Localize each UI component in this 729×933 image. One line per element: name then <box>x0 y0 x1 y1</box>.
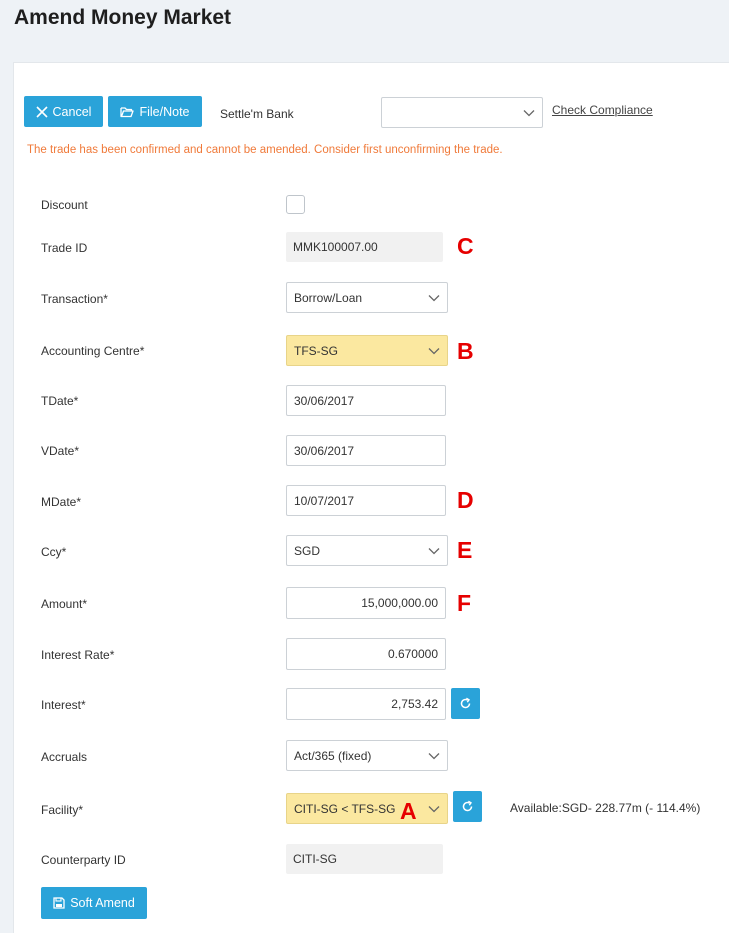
accruals-label: Accruals <box>41 750 88 764</box>
amount-input[interactable] <box>286 587 446 619</box>
interest-value: 2,753.42 <box>391 697 438 711</box>
check-compliance-link[interactable]: Check Compliance <box>552 103 653 117</box>
amount-label: Amount* <box>41 597 88 611</box>
refresh-facility-button[interactable] <box>453 791 482 822</box>
amount-value: 15,000,000.00 <box>361 596 438 610</box>
chevron-down-icon <box>428 752 440 760</box>
accruals-select[interactable] <box>286 740 448 771</box>
marker-f: F <box>457 590 472 616</box>
tdate-value: 30/06/2017 <box>294 393 355 408</box>
transaction-select[interactable] <box>286 282 448 313</box>
facility-label: Facility* <box>41 803 84 817</box>
soft-amend-label: Soft Amend <box>70 896 135 910</box>
interest-rate-input[interactable] <box>286 638 446 670</box>
trade-id-field <box>286 232 443 262</box>
chevron-down-icon <box>428 347 440 355</box>
refresh-icon <box>461 800 474 813</box>
vdate-input[interactable] <box>286 435 446 466</box>
save-icon <box>53 897 65 909</box>
mdate-input[interactable] <box>286 485 446 516</box>
chevron-down-icon <box>428 805 440 813</box>
marker-b: B <box>457 338 474 364</box>
recalculate-interest-button[interactable] <box>451 688 480 719</box>
accruals-value: Act/365 (fixed) <box>294 748 372 763</box>
discount-label: Discount <box>41 198 88 212</box>
marker-e: E <box>457 537 473 563</box>
vdate-value: 30/06/2017 <box>294 443 355 458</box>
facility-available: Available:SGD- 228.77m (- 114.4%) <box>510 801 701 815</box>
interest-label: Interest* <box>41 698 86 712</box>
warning-message: The trade has been confirmed and cannot be amended. Consider first unconfirming the trade. <box>27 144 503 156</box>
facility-select[interactable] <box>286 793 448 824</box>
tdate-label: TDate* <box>41 394 79 408</box>
trade-id-value: MMK100007.00 <box>293 240 378 254</box>
marker-c: C <box>457 233 474 259</box>
accounting-centre-select[interactable] <box>286 335 448 366</box>
folder-open-icon <box>120 106 134 118</box>
file-note-label: File/Note <box>139 104 190 119</box>
counterparty-id-field <box>286 844 443 874</box>
cancel-button[interactable] <box>24 96 103 127</box>
discount-checkbox[interactable] <box>286 195 305 214</box>
vdate-label: VDate* <box>41 444 80 458</box>
interest-input[interactable] <box>286 688 446 720</box>
settle-bank-label: Settle'm Bank <box>220 107 294 121</box>
close-icon <box>36 106 48 118</box>
ccy-label: Ccy* <box>41 545 67 559</box>
chevron-down-icon <box>523 109 535 117</box>
facility-value: CITI-SG < TFS-SG <box>294 801 396 816</box>
counterparty-id-label: Counterparty ID <box>41 853 126 867</box>
mdate-label: MDate* <box>41 495 82 509</box>
settle-bank-select[interactable] <box>381 97 543 128</box>
transaction-value: Borrow/Loan <box>294 290 363 305</box>
counterparty-id-value: CITI-SG <box>293 852 337 866</box>
refresh-icon <box>459 697 472 710</box>
file-note-button[interactable] <box>108 96 202 127</box>
trade-id-label: Trade ID <box>41 241 88 255</box>
interest-rate-label: Interest Rate* <box>41 648 115 662</box>
mdate-value: 10/07/2017 <box>294 493 355 508</box>
chevron-down-icon <box>428 547 440 555</box>
marker-d: D <box>457 487 474 513</box>
ccy-select[interactable] <box>286 535 448 566</box>
chevron-down-icon <box>428 294 440 302</box>
marker-a: A <box>400 798 417 824</box>
transaction-label: Transaction* <box>41 292 108 306</box>
page-title: Amend Money Market <box>14 6 232 29</box>
tdate-input[interactable] <box>286 385 446 416</box>
form-panel <box>13 62 729 933</box>
ccy-value: SGD <box>294 543 321 558</box>
accounting-centre-value: TFS-SG <box>294 343 338 358</box>
cancel-label: Cancel <box>52 104 92 119</box>
interest-rate-value: 0.670000 <box>387 647 438 661</box>
accounting-centre-label: Accounting Centre* <box>41 344 145 358</box>
soft-amend-button[interactable] <box>41 887 147 919</box>
